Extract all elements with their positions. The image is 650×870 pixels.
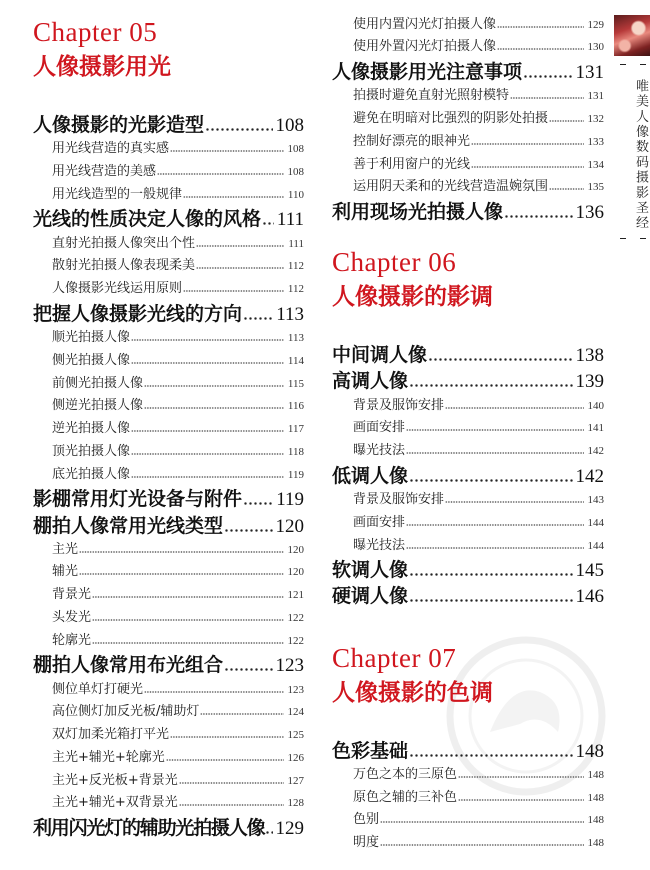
dot-leader: [131, 339, 284, 341]
subsection-title: 主光+反光板+背景光: [52, 772, 178, 788]
toc-column-left: [33, 15, 304, 841]
dot-leader: [471, 166, 583, 168]
dot-leader: [406, 429, 583, 431]
subsection-title: 用光线营造的美感: [52, 163, 157, 179]
dot-leader: [183, 290, 284, 292]
dot-leader: [504, 215, 572, 218]
page-number: 132: [587, 113, 604, 126]
subsection-title: 侧位单灯打硬光: [52, 681, 144, 697]
dot-leader: [409, 384, 572, 387]
dot-leader: [79, 573, 283, 575]
dot-leader: [144, 691, 283, 693]
toc-subsection-entry: [33, 561, 304, 584]
dot-leader: [243, 317, 273, 320]
toc-subsection-entry: [33, 747, 304, 770]
subsection-title: 原色之辅的三补色: [353, 789, 458, 805]
toc-subsection-entry: [33, 184, 304, 207]
dot-leader: [179, 782, 284, 784]
toc-section-entry: [33, 652, 304, 678]
subsection-title: 人像摄影光线运用原则: [52, 281, 183, 297]
dot-leader: [196, 245, 284, 247]
page-number: 122: [287, 634, 304, 647]
subsection-title: 直射光拍摄人像突出个性: [52, 235, 196, 251]
dot-leader: [131, 362, 284, 364]
toc-section-entry: [332, 738, 604, 764]
dot-leader: [131, 453, 284, 455]
subsection-title: 明度: [353, 835, 380, 851]
section-title: 棚拍人像常用布光组合: [33, 654, 224, 677]
toc-subsection-entry: [33, 350, 304, 373]
page-number: 119: [287, 468, 304, 481]
page-number: 130: [587, 41, 604, 54]
dot-leader: [445, 407, 583, 409]
dot-leader: [409, 599, 572, 602]
subsection-title: 顺光拍摄人像: [52, 330, 131, 346]
toc-section-entry: [332, 368, 604, 394]
dot-leader: [144, 407, 284, 409]
toc-subsection-entry: [33, 464, 304, 487]
toc-subsection-entry: [332, 809, 604, 832]
dot-leader: [131, 430, 284, 432]
toc-subsection-entry: [332, 417, 604, 440]
dot-leader: [144, 385, 284, 387]
subsection-title: 头发光: [52, 609, 92, 625]
toc-subsection-entry: [33, 441, 304, 464]
dot-leader: [179, 804, 284, 806]
page-number: 120: [275, 515, 304, 537]
dot-leader: [510, 97, 583, 99]
page-number: 129: [275, 818, 304, 840]
page-number: 111: [288, 237, 304, 250]
dot-leader: [200, 713, 283, 715]
toc-subsection-entry: [33, 418, 304, 441]
subsection-title: 背景光: [52, 587, 92, 603]
section-title: 人像摄影的光影造型: [33, 114, 205, 136]
toc-subsection-entry: [332, 131, 604, 154]
page-number: 108: [287, 165, 304, 178]
page-number: 148: [587, 837, 604, 850]
dot-leader: [224, 668, 272, 671]
dot-leader: [265, 831, 272, 834]
subsection-title: 主光+辅光+轮廓光: [52, 749, 165, 765]
toc-subsection-entry: [33, 233, 304, 256]
page-number: 114: [287, 354, 304, 367]
subsection-title: 控制好漂亮的眼神光: [353, 133, 471, 149]
toc-section-entry: [33, 112, 304, 138]
dot-leader: [406, 524, 583, 526]
dot-leader: [205, 128, 272, 131]
page-number: 129: [587, 18, 604, 31]
subsection-title: 画面安排: [353, 420, 406, 436]
page-number: 141: [587, 422, 604, 435]
page-number: 124: [287, 706, 304, 719]
page-number: 144: [587, 516, 604, 529]
dot-leader: [458, 799, 583, 801]
dot-leader: [497, 48, 583, 50]
page-number: 116: [287, 400, 304, 413]
chapter-label: Chapter 06: [332, 247, 457, 278]
subsection-title: 用光线营造的真实感: [52, 141, 170, 157]
subsection-title: 背景及服饰安排: [353, 397, 445, 413]
subsection-title: 侧光拍摄人像: [52, 352, 131, 368]
page-number: 120: [287, 566, 304, 579]
page-number: 115: [287, 377, 304, 390]
section-title: 高调人像: [332, 370, 409, 393]
section-title: 棚拍人像常用光线类型: [33, 514, 224, 537]
toc-subsection-entry: [33, 395, 304, 418]
section-title: 利用现场光拍摄人像: [332, 201, 504, 224]
page-number: 148: [575, 740, 604, 762]
dot-leader: [409, 754, 572, 757]
dot-leader: [131, 476, 284, 478]
toc-section-entry: [33, 206, 304, 232]
subsection-title: 散射光拍摄人像表现柔美: [52, 258, 196, 274]
toc-subsection-entry: [332, 176, 604, 199]
page-number: 138: [575, 345, 604, 367]
page-number: 135: [587, 181, 604, 194]
chapter-header: [332, 641, 604, 711]
toc-section-entry: [33, 513, 304, 539]
dot-leader: [262, 222, 274, 225]
subsection-title: 运用阴天柔和的光线营造温婉氛围: [353, 179, 549, 195]
dot-leader: [170, 150, 283, 152]
toc-section-entry: [332, 583, 604, 609]
dot-leader: [79, 551, 283, 553]
subsection-title: 避免在明暗对比强烈的阴影处拍摄: [353, 111, 549, 127]
page-number: 120: [287, 543, 304, 556]
decorative-dash: [640, 238, 646, 239]
chapter-title: 人像摄影的色调: [332, 679, 493, 706]
section-title: 中间调人像: [332, 344, 428, 367]
dot-leader: [406, 452, 583, 454]
chapter-title: 人像摄影用光: [33, 54, 171, 80]
subsection-title: 曝光技法: [353, 443, 406, 459]
toc-subsection-entry: [33, 161, 304, 184]
toc-section-entry: [33, 815, 304, 841]
page-number: 148: [587, 791, 604, 804]
toc-subsection-entry: [332, 764, 604, 787]
subsection-title: 前侧光拍摄人像: [52, 375, 144, 391]
page-number: 140: [587, 399, 604, 412]
section-title: 硬调人像: [332, 585, 409, 608]
page-number: 110: [287, 188, 304, 201]
toc-subsection-entry: [33, 630, 304, 653]
chapter-label: Chapter 07: [332, 642, 457, 673]
page-number: 127: [287, 774, 304, 787]
dot-leader: [224, 529, 272, 532]
decorative-dash: [640, 64, 646, 65]
subsection-title: 辅光: [52, 564, 79, 580]
page-number: 108: [287, 143, 304, 156]
section-title: 软调人像: [332, 559, 409, 582]
toc-subsection-entry: [332, 512, 604, 535]
book-sidebar: [612, 0, 650, 870]
section-title: 色彩基础: [332, 739, 409, 762]
dot-leader: [92, 642, 283, 644]
subsection-title: 画面安排: [353, 514, 406, 530]
toc-section-entry: [332, 342, 604, 368]
toc-subsection-entry: [332, 85, 604, 108]
subsection-title: 双灯加柔光箱打平光: [52, 727, 170, 743]
toc-subsection-entry: [33, 724, 304, 747]
subsection-title: 使用外置闪光灯拍摄人像: [353, 39, 497, 55]
page-number: 122: [287, 611, 304, 624]
subsection-title: 曝光技法: [353, 537, 406, 553]
toc-subsection-entry: [332, 36, 604, 59]
section-title: 人像摄影用光注意事项: [332, 61, 523, 84]
dot-leader: [196, 267, 284, 269]
page-number: 118: [287, 445, 304, 458]
page-number: 146: [575, 586, 604, 608]
chapter-label: Chapter 05: [33, 17, 158, 47]
page-number: 144: [587, 539, 604, 552]
dot-leader: [406, 547, 583, 549]
section-title: 把握人像摄影光线的方向: [33, 302, 243, 325]
dot-leader: [166, 759, 284, 761]
page-number: 119: [276, 489, 304, 511]
section-title: 低调人像: [332, 464, 409, 487]
dot-leader: [157, 173, 283, 175]
page-number: 123: [275, 655, 304, 677]
dot-leader: [497, 26, 583, 28]
page-number: 142: [587, 445, 604, 458]
toc-section-entry: [33, 486, 304, 512]
page-number: 143: [587, 494, 604, 507]
subsection-title: 背景及服饰安排: [353, 492, 445, 508]
chapter-header: [33, 15, 304, 85]
subsection-title: 万色之本的三原色: [353, 766, 458, 782]
dot-leader: [428, 358, 572, 361]
dot-leader: [445, 501, 583, 503]
dot-leader: [243, 502, 273, 505]
page-number: 123: [287, 683, 304, 696]
toc-section-entry: [332, 463, 604, 489]
page-number: 136: [575, 202, 604, 224]
subsection-title: 使用内置闪光灯拍摄人像: [353, 16, 497, 32]
page-number: 142: [575, 465, 604, 487]
page-number: 112: [287, 283, 304, 296]
subsection-title: 主光: [52, 541, 79, 557]
section-title: 影棚常用灯光设备与附件: [33, 488, 243, 511]
toc-subsection-entry: [33, 373, 304, 396]
dot-leader: [409, 573, 572, 576]
page-number: 128: [287, 797, 304, 810]
subsection-title: 用光线造型的一般规律: [52, 186, 183, 202]
dot-leader: [458, 776, 583, 778]
subsection-title: 色别: [353, 812, 380, 828]
decorative-dash: [620, 64, 626, 65]
dot-leader: [549, 120, 583, 122]
chapter-header: [332, 245, 604, 315]
toc-subsection-entry: [33, 770, 304, 793]
toc-subsection-entry: [332, 108, 604, 131]
chapter-title: 人像摄影的影调: [332, 284, 493, 311]
page-number: 112: [287, 260, 304, 273]
decorative-dash: [620, 238, 626, 239]
subsection-title: 底光拍摄人像: [52, 466, 131, 482]
toc-subsection-entry: [332, 154, 604, 177]
toc-section-entry: [332, 199, 604, 225]
page-number: 113: [276, 303, 304, 325]
toc-column-right: [332, 14, 604, 855]
page-number: 134: [587, 158, 604, 171]
toc-subsection-entry: [33, 792, 304, 815]
dot-leader: [170, 736, 283, 738]
toc-subsection-entry: [332, 535, 604, 558]
toc-subsection-entry: [332, 14, 604, 37]
page-number: 148: [587, 814, 604, 827]
toc-subsection-entry: [33, 327, 304, 350]
section-title: 利用闪光灯的辅助光拍摄人像: [33, 817, 265, 840]
subsection-title: 善于利用窗户的光线: [353, 156, 471, 172]
page-number: 145: [575, 560, 604, 582]
toc-subsection-entry: [332, 787, 604, 810]
page-number: 113: [287, 332, 304, 345]
dot-leader: [549, 188, 583, 190]
book-title-vertical: 唯美人像数码摄影圣经: [633, 79, 648, 231]
dot-leader: [92, 596, 283, 598]
subsection-title: 高位侧灯加反光板/辅助灯: [52, 704, 200, 720]
subsection-title: 拍摄时避免直射光照射模特: [353, 88, 510, 104]
dot-leader: [523, 75, 572, 78]
subsection-title: 逆光拍摄人像: [52, 421, 131, 437]
toc-section-entry: [332, 557, 604, 583]
page-number: 111: [276, 209, 304, 231]
toc-section-entry: [33, 301, 304, 327]
toc-subsection-entry: [332, 395, 604, 418]
toc-subsection-entry: [332, 440, 604, 463]
toc-subsection-entry: [33, 607, 304, 630]
page-number: 131: [587, 90, 604, 103]
page-number: 121: [287, 589, 304, 602]
dot-leader: [471, 143, 583, 145]
page-number: 126: [287, 751, 304, 764]
page-number: 133: [587, 135, 604, 148]
dot-leader: [380, 821, 583, 823]
page-number: 108: [275, 115, 304, 136]
toc-subsection-entry: [33, 679, 304, 702]
toc-subsection-entry: [332, 489, 604, 512]
page-number: 117: [287, 423, 304, 436]
subsection-title: 顶光拍摄人像: [52, 443, 131, 459]
dot-leader: [183, 196, 284, 198]
section-title: 光线的性质决定人像的风格: [33, 208, 262, 231]
thumbnail-image: [614, 15, 650, 56]
toc-subsection-entry: [33, 255, 304, 278]
subsection-title: 主光+辅光+双背景光: [52, 795, 178, 811]
toc-section-entry: [332, 59, 604, 85]
dot-leader: [380, 844, 583, 846]
toc-subsection-entry: [33, 138, 304, 161]
toc-subsection-entry: [332, 832, 604, 855]
dot-leader: [92, 619, 283, 621]
toc-subsection-entry: [33, 539, 304, 562]
toc-subsection-entry: [33, 278, 304, 301]
page-number: 125: [287, 729, 304, 742]
toc-subsection-entry: [33, 701, 304, 724]
page-number: 148: [587, 768, 604, 781]
subsection-title: 轮廓光: [52, 632, 92, 648]
page-number: 131: [575, 62, 604, 84]
page-number: 139: [575, 371, 604, 393]
toc-subsection-entry: [33, 584, 304, 607]
dot-leader: [409, 479, 572, 482]
subsection-title: 侧逆光拍摄人像: [52, 398, 144, 414]
